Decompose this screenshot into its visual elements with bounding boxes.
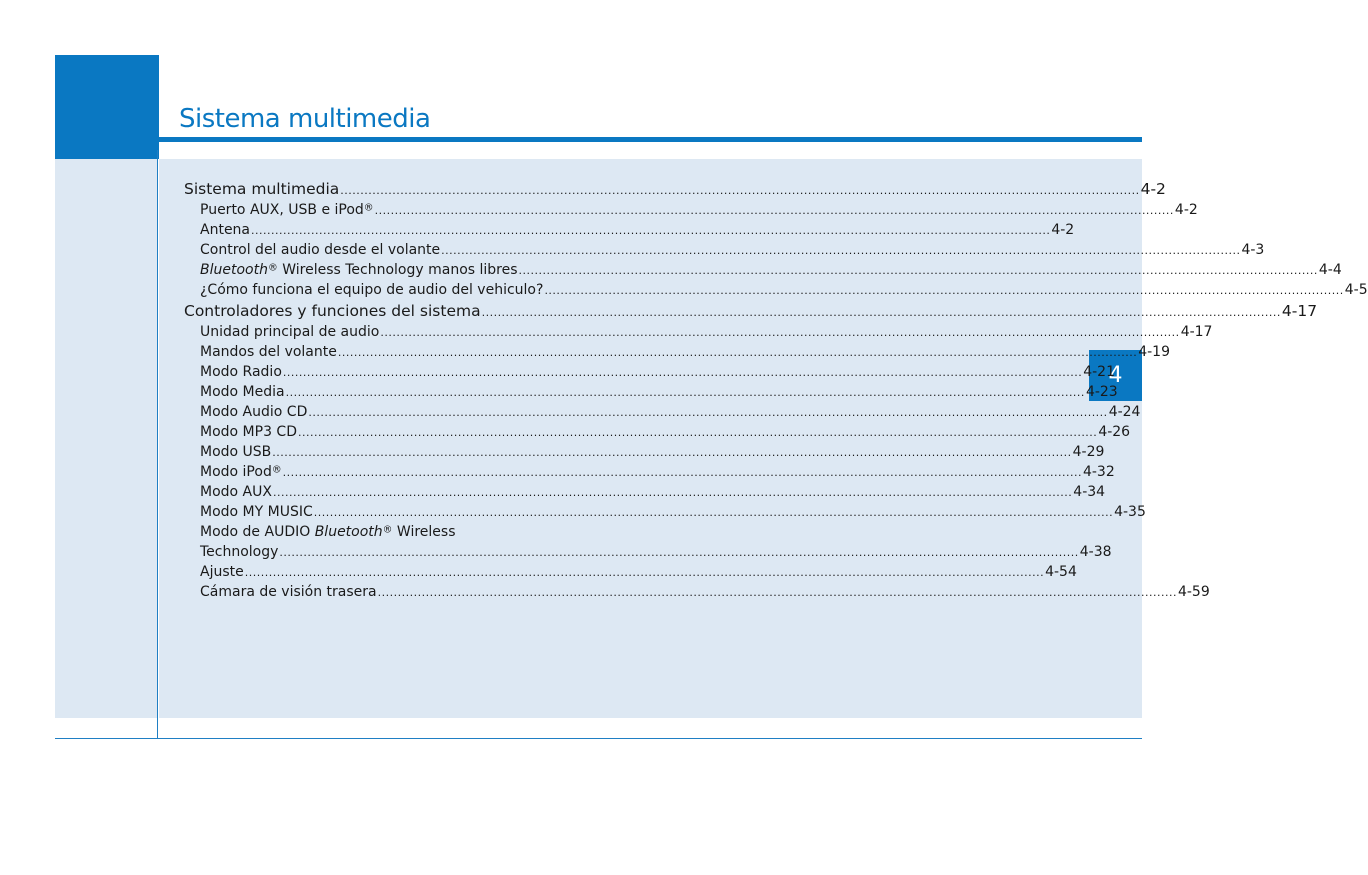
title-underline [159,137,1142,142]
toc-leader-dots: ........................................................................................................................................................................................................ [251,224,1051,237]
chapter-corner-block [55,55,159,159]
toc-entry[interactable] [184,482,1106,502]
toc-entry-page: 4-29 [1072,444,1105,460]
toc-entry[interactable] [184,178,1166,200]
left-vertical-rule [157,150,158,739]
toc-entry-label: Puerto AUX, USB e iPod® [200,202,374,218]
toc-entry[interactable] [184,220,1075,240]
toc-leader-dots: ........................................................................................................................................................................................................ [313,506,1114,519]
toc-entry-label: Modo USB [200,444,272,460]
toc-entry-label: Modo AUX [200,484,272,500]
toc-entry-page: 4-32 [1082,464,1115,480]
toc-leader-dots: ........................................................................................................................................................................................................ [374,204,1174,217]
toc-entry-page: 4-17 [1281,302,1318,320]
toc-entry[interactable] [184,382,1118,402]
toc-entry-page: 4-2 [1051,222,1075,238]
toc-entry[interactable] [184,240,1265,260]
page-title: Sistema multimedia [179,104,431,134]
toc-entry[interactable] [184,502,1146,522]
toc-entry[interactable] [184,362,1115,382]
toc-entry-page: 4-21 [1083,364,1115,380]
toc-entry-page: 4-2 [1174,202,1198,218]
toc-leader-dots: ........................................................................................................................................................................................................ [244,566,1045,579]
toc-entry-label: Technology [200,544,279,560]
toc-entry[interactable] [184,402,1141,422]
toc-entry-page: 4-3 [1241,242,1265,258]
toc-entry-page: 4-26 [1098,424,1131,440]
toc-leader-dots: ........................................................................................................................................................................................................ [544,284,1344,297]
toc-leader-dots: ........................................................................................................................................................................................................ [441,244,1241,257]
toc-entry-label: Control del audio desde el volante [200,242,441,258]
toc-entry-label: Mandos del volante [200,344,337,360]
toc-entry-page: 4-17 [1180,324,1213,340]
toc-entry-label: Cámara de visión trasera [200,584,377,600]
toc-entry-label: Modo iPod® [200,464,282,480]
toc-entry-label: Modo Radio [200,364,282,380]
toc-leader-dots: ........................................................................................................................................................................................................ [279,546,1079,559]
bottom-rule [55,738,1142,739]
toc-entry-page: 4-2 [1140,180,1166,198]
toc-leader-dots: ........................................................................................................................................................................................................ [282,366,1083,379]
toc-entry[interactable] [184,562,1077,582]
toc-entry[interactable] [184,542,1112,562]
toc-entry[interactable] [184,442,1105,462]
toc-entry-label: Unidad principal de audio [200,324,380,340]
toc-entry-page: 4-38 [1079,544,1112,560]
toc-entry-label: Antena [200,222,251,238]
left-margin-panel [55,159,157,718]
toc-entry-label: Modo MY MUSIC [200,504,313,520]
toc-leader-dots: ........................................................................................................................................................................................................ [380,326,1180,339]
toc-entry-page: 4-54 [1045,564,1077,580]
toc-entry[interactable] [184,422,1131,442]
toc-entry-page: 4-23 [1085,384,1118,400]
toc-leader-dots: ........................................................................................................................................................................................................ [297,426,1098,439]
toc-leader-dots: ........................................................................................................................................................................................................ [272,486,1073,499]
toc-entry-page: 4-19 [1138,344,1170,360]
toc-leader-dots: ........................................................................................................................................................................................................ [272,446,1072,459]
toc-entry-page: 4-59 [1177,584,1210,600]
toc-entry-page: 4-4 [1318,262,1342,278]
toc-leader-dots: ........................................................................................................................................................................................................ [377,586,1177,599]
toc-entry-page: 4-5 [1344,282,1368,298]
toc-entry[interactable] [184,200,1198,220]
toc-entry-label: Ajuste [200,564,244,580]
toc-leader-dots: ........................................................................................................................................................................................................ [285,386,1085,399]
toc-entry-label: Modo MP3 CD [200,424,297,440]
toc-entry-page: 4-24 [1108,404,1141,420]
chapter-number: 4 [1108,363,1123,388]
toc-leader-dots: ........................................................................................................................................................................................................ [308,406,1108,419]
toc-entry-continued[interactable] [184,522,599,542]
toc-entry[interactable] [184,582,1210,602]
toc-leader-dots: ........................................................................................................................................................................................................ [337,346,1138,359]
toc-leader-dots: ........................................................................................................................................................................................................ [340,184,1140,197]
toc-leader-dots: ........................................................................................................................................................................................................ [518,264,1318,277]
toc-entry-label: Modo de AUDIO Bluetooth® Wireless [200,524,456,540]
toc-entry-label: Bluetooth® Wireless Technology manos libres [200,262,518,278]
toc-entry-page: 4-35 [1114,504,1146,520]
toc-entry[interactable] [184,280,1368,300]
toc-entry-page: 4-34 [1073,484,1106,500]
toc-entry[interactable] [184,300,1318,322]
toc-entry[interactable] [184,342,1170,362]
toc-entry[interactable] [184,462,1115,482]
toc-entry-label: Sistema multimedia [184,180,340,198]
table-of-contents [184,178,1368,602]
toc-entry[interactable] [184,322,1213,342]
toc-entry-label: Modo Media [200,384,285,400]
toc-leader-dots: ........................................................................................................................................................................................................ [481,306,1281,319]
toc-entry-label: Controladores y funciones del sistema [184,302,481,320]
toc-entry-label: ¿Cómo funciona el equipo de audio del vehiculo? [200,282,544,298]
toc-entry-label: Modo Audio CD [200,404,308,420]
toc-entry[interactable] [184,260,1342,280]
toc-leader-dots: ........................................................................................................................................................................................................ [282,466,1082,479]
